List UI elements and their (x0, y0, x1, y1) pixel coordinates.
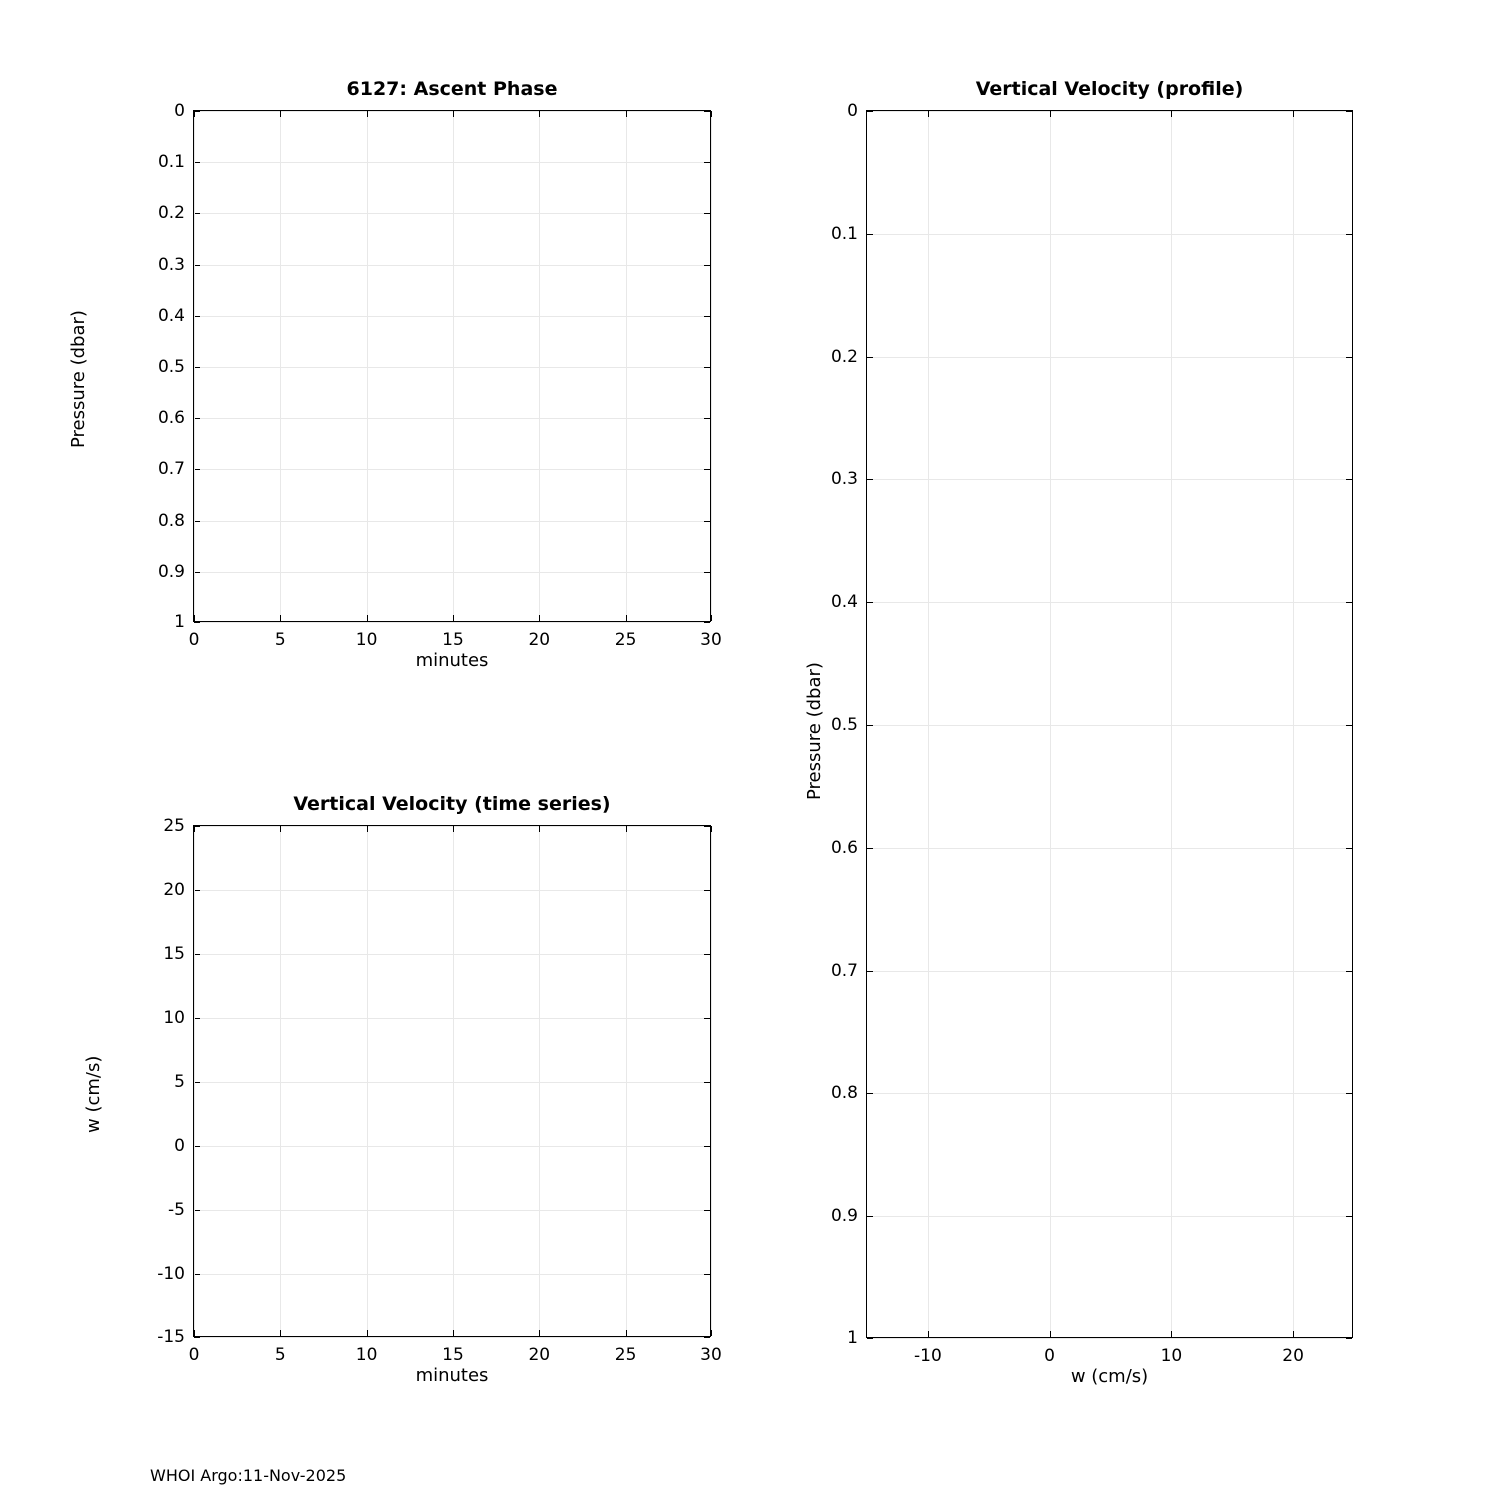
panel-vertical-velocity-profile (804, 78, 1353, 1387)
ytick-label: 0.4 (157, 305, 185, 326)
ytick-label: 0.6 (830, 837, 858, 858)
xtick-label: 5 (274, 1345, 286, 1365)
ytick-label: 0.1 (830, 223, 858, 244)
gridline (194, 213, 710, 214)
tick (711, 826, 712, 832)
tick (626, 1330, 627, 1336)
ytick-label: 0.2 (157, 203, 185, 224)
tick (194, 622, 200, 623)
gridline (194, 954, 710, 955)
ytick-label: 0.1 (157, 152, 185, 173)
panel-vertical-velocity-time-series-title: Vertical Velocity (time series) (293, 793, 611, 815)
xtick-label: 20 (1282, 1346, 1304, 1366)
tick (867, 971, 873, 972)
tick (867, 479, 873, 480)
tick (867, 1338, 873, 1339)
gridline (867, 725, 1352, 726)
tick (194, 826, 195, 832)
tick (704, 213, 710, 214)
panel-ascent-phase-xlabel: minutes (415, 650, 489, 671)
ytick-label: 0.6 (157, 408, 185, 429)
tick (1346, 479, 1352, 480)
gridline (1293, 111, 1294, 1337)
xtick-label: 0 (188, 630, 200, 650)
tick (367, 111, 368, 117)
panel-vertical-velocity-time-series-axes (157, 816, 722, 1365)
panel-vertical-velocity-time-series-ylabel: w (cm/s) (83, 1055, 104, 1133)
tick (711, 1330, 712, 1336)
gridline (194, 1146, 710, 1147)
panel-vertical-velocity-profile-xlabel: w (cm/s) (1070, 1366, 1149, 1387)
tick (539, 826, 540, 832)
xtick-label: 30 (700, 1345, 722, 1365)
tick (867, 602, 873, 603)
gridline (194, 622, 710, 623)
ytick-label: 15 (163, 944, 185, 964)
gridline (1171, 111, 1172, 1337)
gridline (626, 826, 627, 1336)
tick (711, 111, 712, 117)
tick (626, 826, 627, 832)
ytick-label: 0.4 (830, 592, 858, 613)
ytick-label: 0 (174, 101, 185, 121)
gridline (194, 826, 195, 1336)
tick (1346, 111, 1352, 112)
tick (704, 826, 710, 827)
xtick-label: 20 (528, 630, 551, 650)
tick (1346, 1093, 1352, 1094)
tick (280, 826, 281, 832)
gridline (367, 111, 368, 621)
gridline (539, 826, 540, 1336)
gridline (867, 1216, 1352, 1217)
tick (704, 469, 710, 470)
ytick-label: 1 (847, 1328, 858, 1348)
tick (539, 1330, 540, 1336)
tick (704, 316, 710, 317)
tick (704, 954, 710, 955)
panel-vertical-velocity-profile-ylabel: Pressure (dbar) (804, 662, 825, 800)
tick (867, 111, 873, 112)
xtick-label: 15 (442, 1345, 464, 1365)
figure-footer-caption: WHOI Argo:11-Nov-2025 (150, 1466, 347, 1485)
panel-ascent-phase-ylabel: Pressure (dbar) (68, 310, 89, 448)
ytick-label: 0.3 (157, 254, 185, 275)
tick (453, 615, 454, 621)
gridline (194, 890, 710, 891)
xtick-label: 25 (614, 1345, 637, 1365)
tick (1346, 357, 1352, 358)
gridline (194, 265, 710, 266)
tick (539, 111, 540, 117)
gridline (194, 521, 710, 522)
tick (194, 1330, 195, 1336)
gridline (194, 1082, 710, 1083)
tick (1346, 1338, 1352, 1339)
xtick-label: 15 (442, 630, 464, 650)
tick (704, 1146, 710, 1147)
tick (280, 111, 281, 117)
tick (194, 1337, 200, 1338)
gridline (194, 111, 710, 112)
panel-vertical-velocity-profile-axes (830, 101, 1353, 1366)
gridline (867, 971, 1352, 972)
tick (367, 1330, 368, 1336)
gridline (867, 111, 1352, 112)
tick (1346, 971, 1352, 972)
ytick-label: 0.7 (157, 459, 185, 480)
ytick-label: 0.9 (157, 561, 185, 582)
tick (1050, 111, 1051, 117)
tick (704, 265, 710, 266)
tick (704, 111, 710, 112)
gridline (194, 572, 710, 573)
gridline (194, 1274, 710, 1275)
gridline (453, 826, 454, 1336)
ytick-label: 20 (163, 880, 185, 900)
ytick-label: 0.7 (830, 960, 858, 981)
xtick-label: 20 (528, 1345, 551, 1365)
tick (453, 111, 454, 117)
gridline (194, 316, 710, 317)
ytick-label: 0.8 (830, 1083, 858, 1104)
tick (453, 826, 454, 832)
tick (280, 1330, 281, 1336)
tick (367, 826, 368, 832)
gridline (453, 111, 454, 621)
ytick-label: 0.3 (830, 469, 858, 490)
xtick-label: 10 (355, 630, 378, 650)
tick (1171, 1331, 1172, 1337)
tick (194, 111, 195, 117)
xtick-label: 30 (700, 630, 722, 650)
gridline (867, 848, 1352, 849)
tick (1293, 1331, 1294, 1337)
tick (1346, 725, 1352, 726)
tick (867, 1093, 873, 1094)
panel-ascent-phase-title: 6127: Ascent Phase (346, 78, 558, 100)
ytick-label: 5 (174, 1072, 185, 1092)
tick (453, 1330, 454, 1336)
gridline (867, 1093, 1352, 1094)
gridline (194, 367, 710, 368)
gridline (367, 826, 368, 1336)
tick (1050, 1331, 1051, 1337)
ytick-label: 0.5 (157, 357, 185, 377)
xtick-label: -10 (914, 1346, 942, 1366)
tick (711, 615, 712, 621)
gridline (194, 162, 710, 163)
tick (1293, 111, 1294, 117)
gridline (711, 826, 712, 1336)
gridline (194, 1337, 710, 1338)
gridline (280, 111, 281, 621)
gridline (194, 469, 710, 470)
tick (704, 162, 710, 163)
gridline (194, 111, 195, 621)
tick (867, 848, 873, 849)
ytick-label: -5 (168, 1200, 185, 1220)
tick (704, 1274, 710, 1275)
gridline (867, 357, 1352, 358)
panel-vertical-velocity-profile-title: Vertical Velocity (profile) (975, 78, 1244, 100)
ytick-label: -10 (157, 1264, 185, 1284)
tick (1346, 234, 1352, 235)
tick (867, 725, 873, 726)
tick (1346, 602, 1352, 603)
tick (704, 622, 710, 623)
tick (1346, 848, 1352, 849)
gridline (867, 479, 1352, 480)
tick (704, 572, 710, 573)
tick (194, 615, 195, 621)
gridline (928, 111, 929, 1337)
xtick-label: 10 (1160, 1346, 1183, 1366)
gridline (626, 111, 627, 621)
tick (367, 615, 368, 621)
xtick-label: 25 (614, 630, 637, 650)
ytick-label: 0 (174, 1136, 185, 1156)
tick (626, 615, 627, 621)
ytick-label: 0 (847, 101, 858, 121)
tick (704, 521, 710, 522)
gridline (194, 418, 710, 419)
tick (704, 1210, 710, 1211)
gridline (867, 1338, 1352, 1339)
gridline (194, 1210, 710, 1211)
xtick-label: 10 (355, 1345, 378, 1365)
xtick-label: 0 (188, 1345, 200, 1365)
tick (928, 111, 929, 117)
tick (539, 615, 540, 621)
ytick-label: 1 (174, 612, 185, 632)
tick (867, 357, 873, 358)
panel-vertical-velocity-time-series-xlabel: minutes (415, 1365, 489, 1386)
ytick-label: 0.2 (830, 346, 858, 367)
tick (1171, 111, 1172, 117)
panel-vertical-velocity-time-series (83, 793, 722, 1386)
panel-ascent-phase (68, 78, 722, 671)
tick (704, 1082, 710, 1083)
tick (704, 1337, 710, 1338)
tick (867, 234, 873, 235)
panel-ascent-phase-axes (157, 101, 722, 650)
gridline (539, 111, 540, 621)
gridline (194, 826, 710, 827)
ytick-label: 10 (163, 1008, 185, 1028)
tick (280, 615, 281, 621)
tick (704, 890, 710, 891)
tick (626, 111, 627, 117)
ytick-label: 0.9 (830, 1206, 858, 1227)
tick (704, 1018, 710, 1019)
gridline (194, 1018, 710, 1019)
gridline (711, 111, 712, 621)
gridline (1050, 111, 1051, 1337)
ytick-label: 0.5 (830, 715, 858, 735)
tick (1346, 1216, 1352, 1217)
xtick-label: 5 (274, 630, 286, 650)
tick (928, 1331, 929, 1337)
gridline (867, 602, 1352, 603)
tick (704, 418, 710, 419)
xtick-label: 0 (1044, 1346, 1056, 1366)
tick (704, 367, 710, 368)
ytick-label: -15 (157, 1327, 185, 1347)
ytick-label: 0.8 (157, 510, 185, 531)
tick (867, 1216, 873, 1217)
ytick-label: 25 (163, 816, 185, 836)
gridline (280, 826, 281, 1336)
gridline (867, 234, 1352, 235)
